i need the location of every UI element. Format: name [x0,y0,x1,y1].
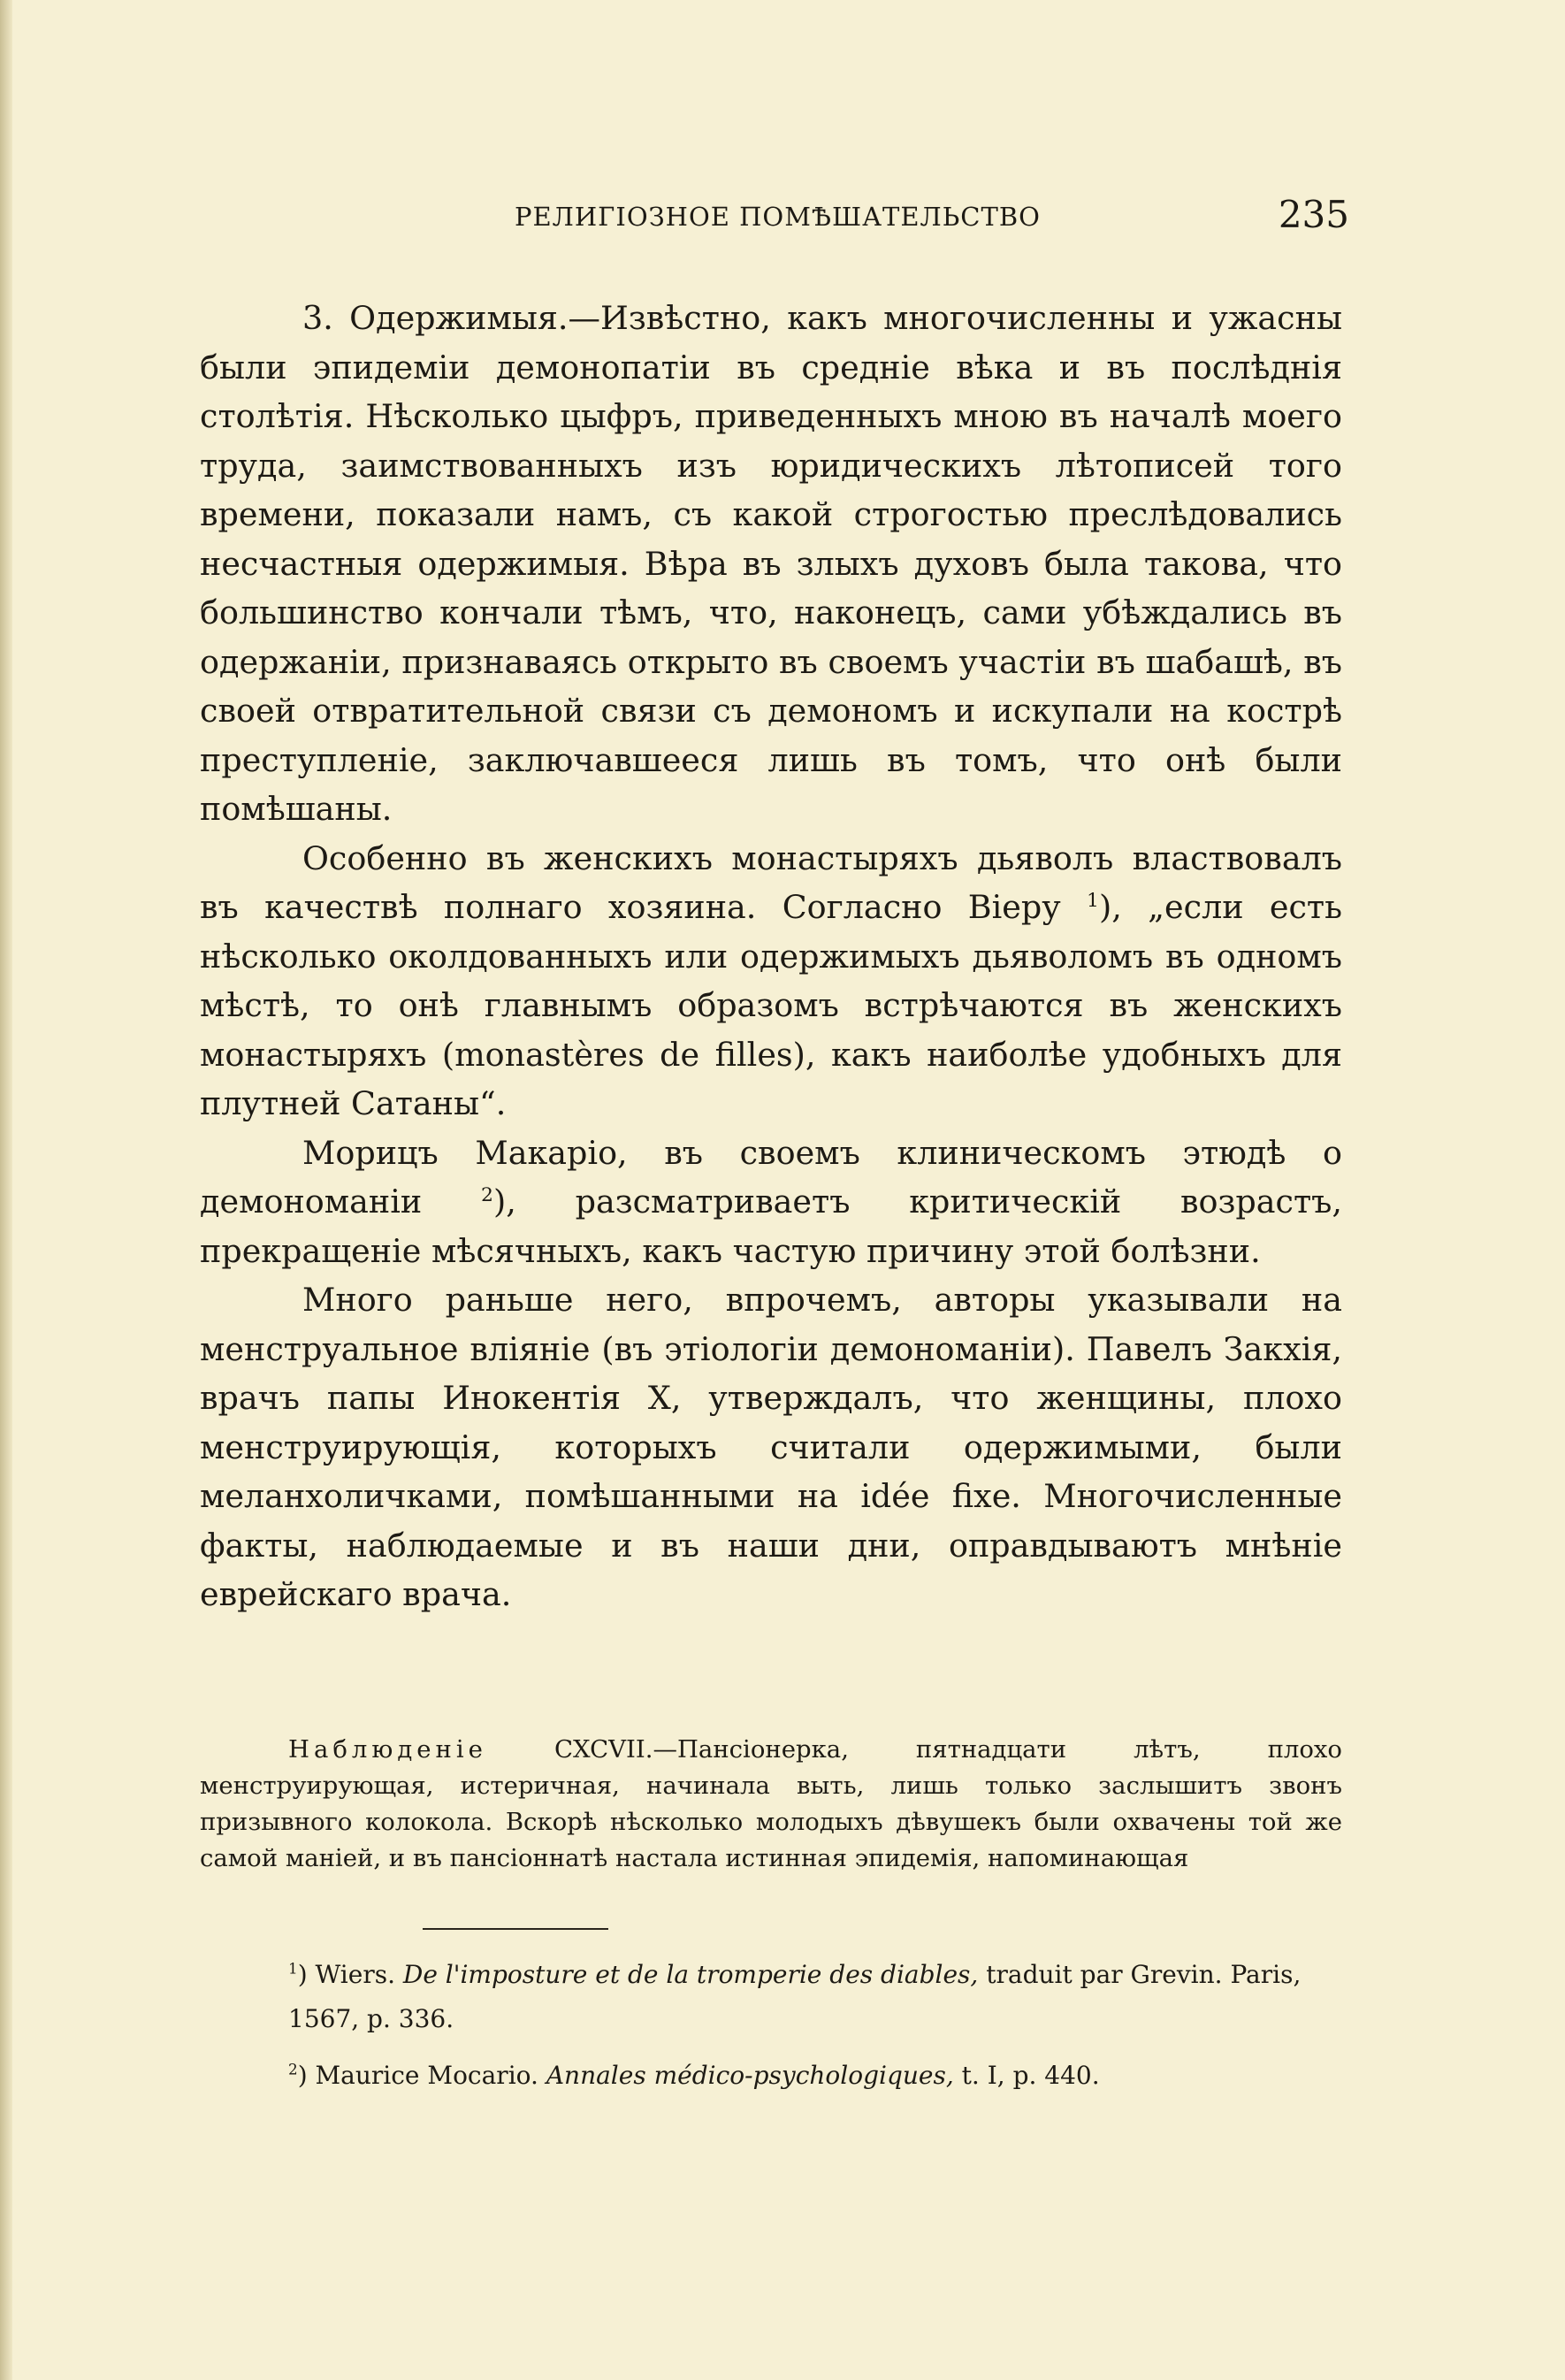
observation-label: Наблюденіе [288,1735,487,1764]
footnote-1 [200,1953,1342,2041]
footnote-2-title: Annales médico-psychologiques, [546,2061,954,2090]
footnote-2-marker: 2 [288,2060,298,2078]
body-text [200,294,1342,1619]
footnote-2 [200,2054,1342,2098]
paragraph-macario [200,1129,1342,1276]
paragraph-monasteries [200,834,1342,1129]
footnote-1-title: De l'imposture et de la tromperie des diables, [402,1960,979,1989]
footnotes [200,1953,1342,2098]
observation-block [200,1732,1342,1877]
footnote-1-marker: 1 [288,1959,298,1978]
observation-paragraph [200,1732,1342,1877]
paragraph-menstrual: Много раньше него, впрочемъ, авторы указывали на менструальное вліяніе (въ этіологіи демономаніи). Павелъ Закхія, врачъ папы Инокентія X, утверждалъ, что женщины, плохо менструирующія, которыхъ считали одержимыми, были меланхоличками, помѣшанными на idée fixe. Многочисленные факты, наблюдаемые и въ наши дни, оправдываютъ мнѣніе еврейскаго врача. [200,1281,1342,1613]
paragraph-possessed: 3. Одержимыя.—Извѣстно, какъ многочисленны и ужасны были эпидеміи демонопатіи въ средніе вѣка и въ послѣднія столѣтія. Нѣсколько цыфръ, приведенныхъ мною въ началѣ моего труда, заимствованныхъ изъ юридическихъ лѣтописей того времени, показали намъ, съ какой строгостью преслѣдовались несчастныя одержимыя. Вѣра въ злыхъ духовъ была такова, что большинство кончали тѣмъ, что, наконецъ, сами убѣждались въ одержаніи, признаваясь открыто въ своемъ участіи въ шабашѣ, въ своей отвратительной связи съ демономъ и искупали на кострѣ преступленіе, заключавшееся лишь въ томъ, что онѣ были помѣшаны. [200,299,1342,828]
page-header [200,193,1349,246]
footnote-1-author: ) Wiers. [297,1960,403,1989]
footnote-ref-2: 2 [481,1183,493,1206]
paragraph-monasteries-text-2: ), „если есть нѣсколько околдованныхъ или одержимыхъ дьяволомъ въ одномъ мѣстѣ, то онѣ главнымъ образомъ встрѣчаются въ женскихъ монастыряхъ (monastères de filles), какъ наиболѣе удобныхъ для плутней Сатаны“. [200,888,1342,1122]
page-edge [0,0,12,2380]
footnote-1-rest: traduit par Grevin. Paris, 1567, p. 336. [288,1960,1302,2033]
page-number: 235 [1278,193,1349,236]
paragraph-macario-text-1: Морицъ Макаріо, въ своемъ клиническомъ этюдѣ о демономаніи [200,1133,1342,1221]
paragraph-monasteries-text-1: Особенно въ женскихъ монастыряхъ дьяволъ властвовалъ въ качествѣ полнаго хозяина. Согласно Віеру [200,838,1342,926]
footnote-rule [423,1928,608,1930]
running-title: РЕЛИГІОЗНОЕ ПОМѢШАТЕЛЬСТВО [515,202,1041,232]
footnote-2-rest: t. I, p. 440. [953,2061,1100,2090]
footnote-2-author: ) Maurice Mocario. [297,2061,546,2090]
observation-text: CXCVII.—Пансіонерка, пятнадцати лѣтъ, плохо менструирующая, истеричная, начинала выть, лишь только заслышитъ звонъ призывного колокола. Вскорѣ нѣсколько молодыхъ дѣвушекъ были охвачены той же самой маніей, и въ пансіоннатѣ настала истинная эпидемія, напоминающая [200,1735,1342,1872]
footnote-ref-1: 1 [1087,889,1099,912]
paragraph-macario-text-2: ), разсматриваетъ критическій возрастъ, прекращеніе мѣсячныхъ, какъ частую причину этой болѣзни. [200,1182,1342,1270]
